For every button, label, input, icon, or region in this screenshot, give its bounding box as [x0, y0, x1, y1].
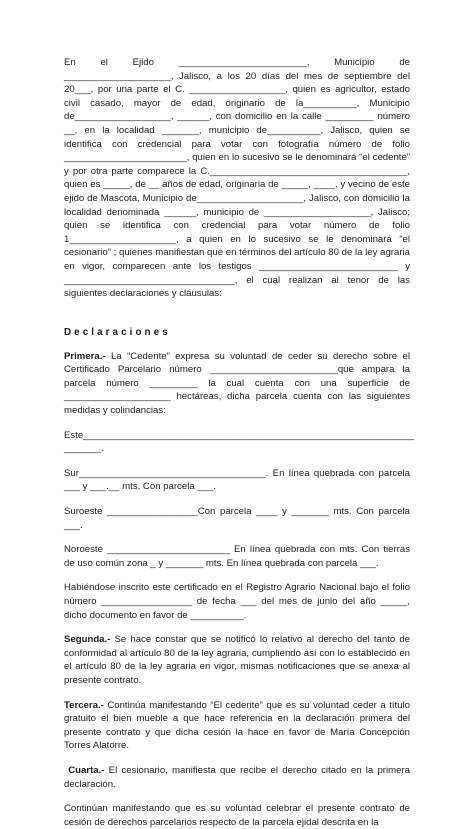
- intro-paragraph: En el Ejido ________________________, Municipio de ____________________, Jalisco, a los 20 días del mes de septiembre del 20___, por una parte el C. __________________, quien es agricultor, estado civil casado, mayor de edad, originario de la__________, Municipio de__________________, ______, con domicilio en la calle _________ número __, en la localidad _______, municipio de__________, Jalisco, quien se identifica con credencial para votar con fotografía número de folio _______________________, quien en lo sucesivo se le denominará “el cedente” y por otra parte comparece la C._____________________________________, quien es _____, de __ años de edad, originaria de _____, ____, y vecino de este ejido de Mascota, Municipio de____________________, Jalisco, con domicilio la localidad denominada ______, municipio de ____________________, Jalisco; quien se identifica con credencial para votar número de folio 1____________________, a quien en lo sucesivo se le denominará “el cesionario” ; quienes manifiestan que en términos del artículo 80 de la ley agraria en vigor, comparecen ante los testigos __________________________ y ________________________________, el cual realizan al tenor de las siguientes declaraciones y cláusulas:: [64, 57, 410, 300]
- closing-paragraph: Continúan manifestando que es su voluntad celebrar el presente contrato de cesión de derechos parcelarios respecto de la parcela ejidal descrita en la: [64, 803, 410, 828]
- clause-tercera: [64, 699, 410, 753]
- section-heading: Declaraciones: [64, 326, 171, 338]
- clause-primera: [64, 350, 410, 418]
- clause-segunda: [64, 633, 410, 687]
- boundary-este: Este______________________________________________________________ _______.: [64, 429, 415, 455]
- boundary-suroeste: Suroeste _________________Con parcela ____ y _______ mts. Con parcela ___.: [64, 506, 410, 531]
- clause-primera-text: La “Cedente” expresa su voluntad de ceder su derecho sobre el Certificado Parcelario número ________________________que ampara la parcela número _________ la cual cuenta con una superficie de ____________________ hectáreas, dicha parcela cuenta con las siguientes medidas y colindancias:: [64, 350, 410, 417]
- clause-cuarta-text: El cesionario, manifiesta que recibe el derecho citado en la primera declaración.: [64, 764, 410, 790]
- clause-tercera-label: Tercera.-: [64, 699, 104, 711]
- registry-paragraph: Habiéndose inscrito este certificado en el Registro Agrario Nacional bajo el folio número _________________ de fecha ___ del mes de junio del año _____, dicho documento en favor de __________.: [64, 582, 410, 621]
- clause-segunda-text: Se hace constar que se notificó lo relativo al derecho del tanto de conformidad al artículo 80 de la ley agraria, cumpliendo así con lo establecido en el artículo 80 de la ley agraria en vigor, mismas notificaciones que se anexa al presente contrato.: [64, 634, 410, 686]
- clause-segunda-label: Segunda.-: [64, 634, 111, 646]
- clause-cuarta: [64, 764, 410, 791]
- clause-cuarta-label: Cuarta.-: [68, 764, 105, 776]
- boundary-noroeste: Noroeste _______________________ En línea quebrada con mts. Con tierras de uso común zona _ y _______ mts. En línea quebrada con parcela ___.: [64, 544, 410, 569]
- clause-tercera-text: Continúa manifestando “El cedente” que es su voluntad ceder a título gratuito el bien mueble a que hace referencia en la declaración primera del presente contrato y que dicha cesión la hace en favor de María Concepción Torres Alatorre.: [64, 699, 410, 752]
- clause-primera-label: Primera.-: [64, 350, 106, 362]
- boundary-sur: Sur___________________________________. En línea quebrada con parcela ___ y ___.__ mts. Con parcela ___.: [64, 467, 410, 493]
